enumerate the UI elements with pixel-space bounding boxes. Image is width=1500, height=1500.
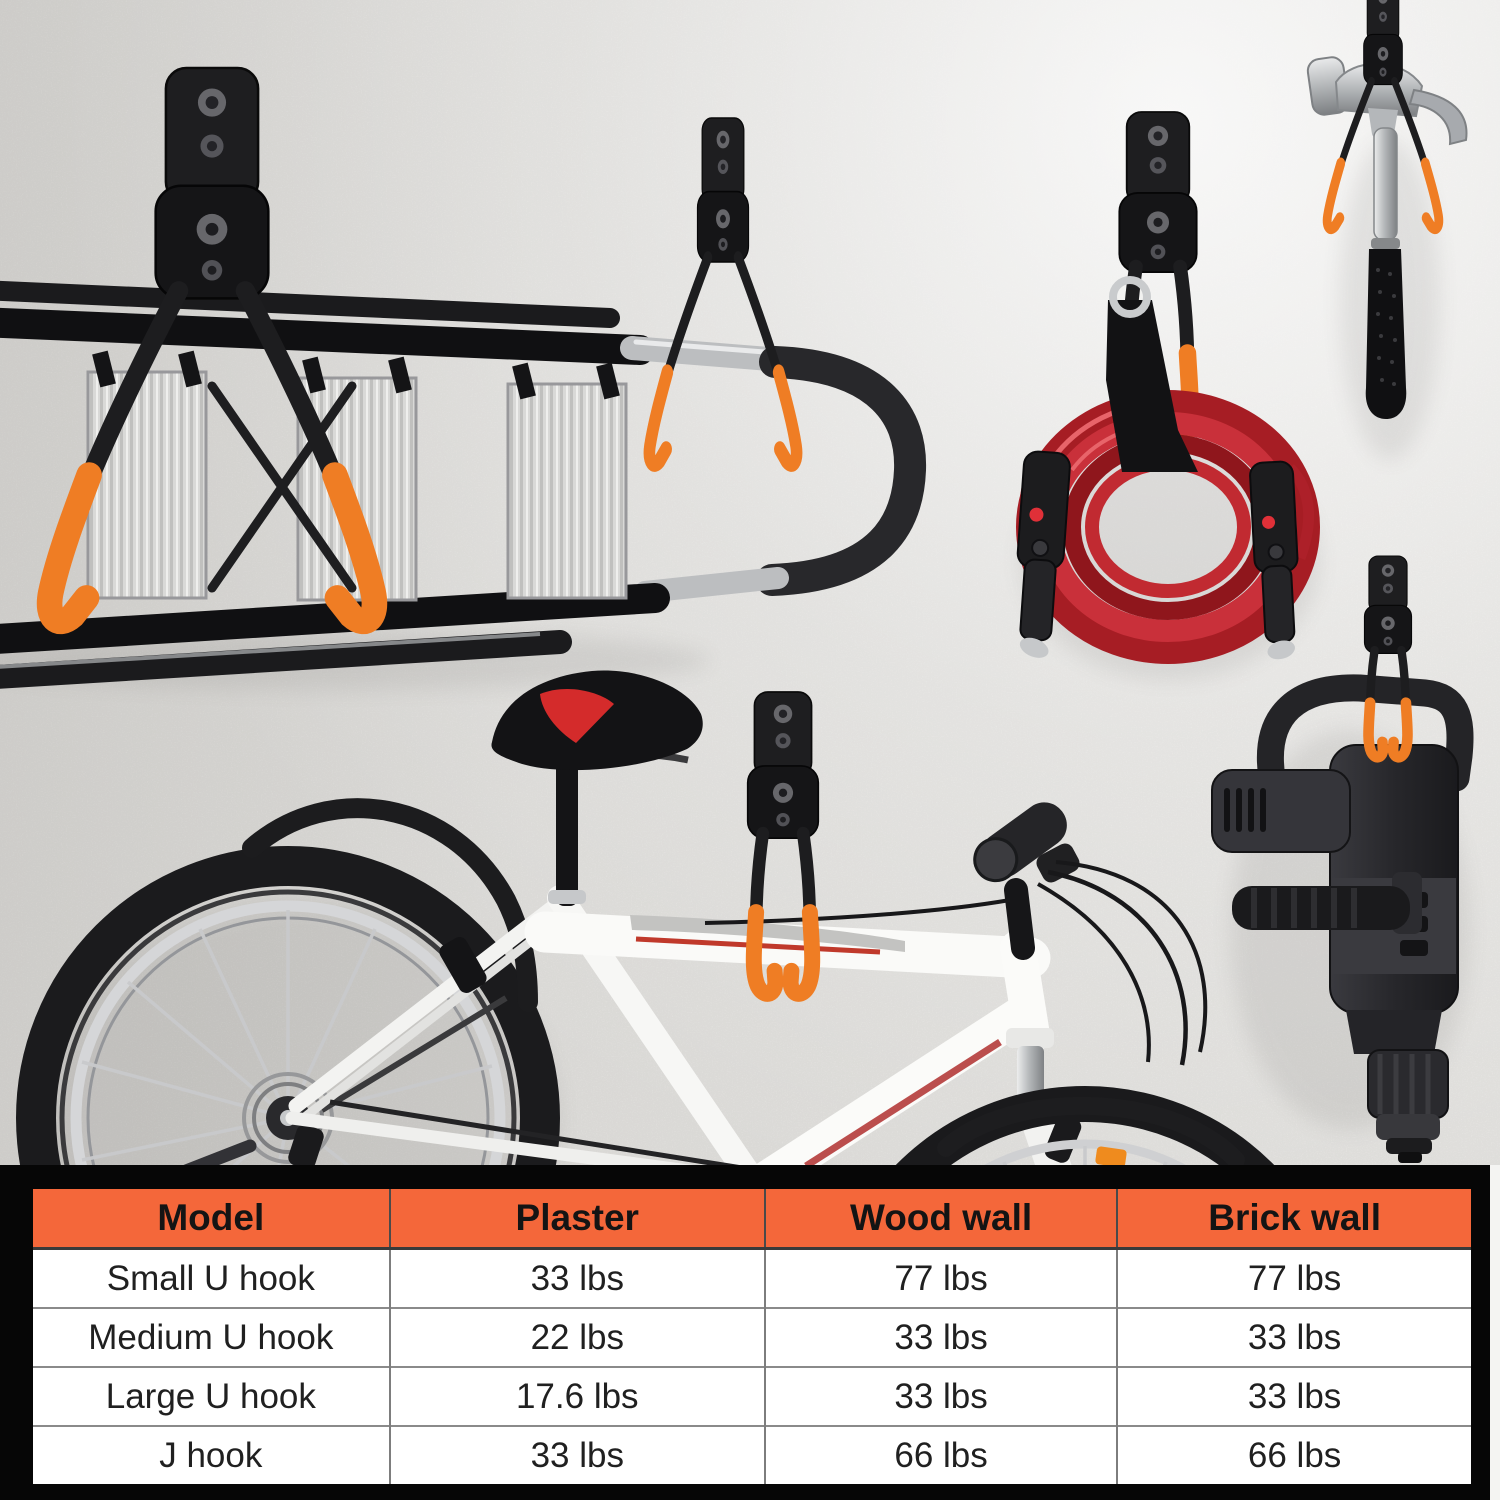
- head-tube: [1018, 948, 1032, 1035]
- seat-clamp: [548, 890, 586, 904]
- table-row: [33, 1426, 1471, 1484]
- cell-model: J hook: [33, 1426, 390, 1484]
- col-header-brick-wall: Brick wall: [1117, 1189, 1471, 1249]
- drill-motor-housing: [1212, 770, 1350, 852]
- drill-chuck: [1376, 1114, 1440, 1140]
- load-capacity-table: [33, 1189, 1471, 1484]
- drill-chuck-ring: [1386, 1138, 1432, 1154]
- ladder-step: [508, 363, 626, 598]
- cell-model: Small U hook: [33, 1249, 390, 1309]
- cell-model: Large U hook: [33, 1367, 390, 1426]
- hammer-shaft: [1374, 128, 1397, 240]
- cell-wood: 66 lbs: [765, 1426, 1117, 1484]
- cell-model: Medium U hook: [33, 1308, 390, 1367]
- drill-bit-socket: [1398, 1152, 1422, 1163]
- table-row: [33, 1249, 1471, 1309]
- cell-brick: 77 lbs: [1117, 1249, 1471, 1309]
- hammer-collar: [1371, 238, 1400, 249]
- cell-wood: 33 lbs: [765, 1367, 1117, 1426]
- cell-wood: 33 lbs: [765, 1308, 1117, 1367]
- cell-wood: 77 lbs: [765, 1249, 1117, 1309]
- col-header-model: Model: [33, 1189, 390, 1249]
- fork-crown: [1006, 1028, 1054, 1048]
- band-right-gap: [1490, 1165, 1500, 1500]
- stem: [1016, 890, 1023, 948]
- col-header-plaster: Plaster: [390, 1189, 765, 1249]
- table-row: [33, 1308, 1471, 1367]
- cell-plaster: 22 lbs: [390, 1308, 765, 1367]
- table-header-row: [33, 1189, 1471, 1249]
- cell-plaster: 33 lbs: [390, 1426, 765, 1484]
- cell-plaster: 17.6 lbs: [390, 1367, 765, 1426]
- cell-plaster: 33 lbs: [390, 1249, 765, 1309]
- cell-brick: 33 lbs: [1117, 1367, 1471, 1426]
- cell-brick: 33 lbs: [1117, 1308, 1471, 1367]
- hammer-grip: [1366, 249, 1407, 419]
- table-row: [33, 1367, 1471, 1426]
- cell-brick: 66 lbs: [1117, 1426, 1471, 1484]
- drill-side-handle: [1232, 886, 1410, 930]
- spec-table-band: [0, 1165, 1500, 1500]
- seat-post: [556, 758, 578, 906]
- ladder-step: [88, 351, 206, 598]
- col-header-wood-wall: Wood wall: [765, 1189, 1117, 1249]
- drill-taper: [1346, 1010, 1442, 1054]
